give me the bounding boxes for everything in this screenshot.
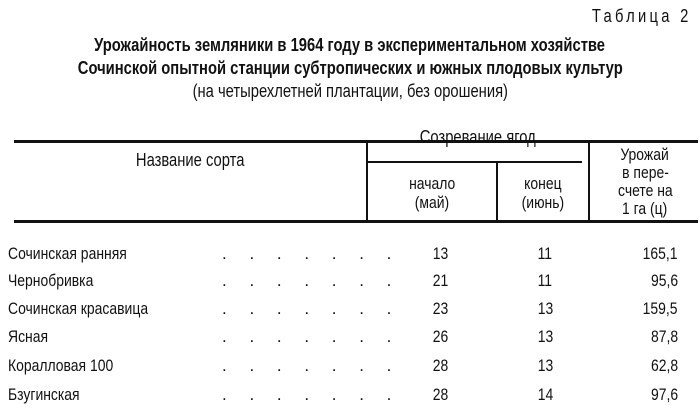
ripening-end: 14 [537, 385, 553, 404]
yield-value: 95,6 [650, 271, 678, 290]
dot-leader: . . . . . . . [222, 299, 401, 318]
header-start-line: начало [408, 174, 456, 193]
header-start [368, 174, 496, 212]
ripening-start: 28 [432, 385, 448, 404]
variety-name: Коралловая 100 [8, 356, 114, 375]
header-yield-line: 1 га (ц) [622, 199, 668, 218]
header-yield-line: счете на [617, 181, 673, 200]
ripening-start: 21 [432, 271, 448, 290]
variety-name: Сочинская красавица [8, 299, 149, 318]
ripening-start: 13 [432, 244, 448, 263]
header-yield [590, 146, 700, 218]
header-yield-line: Урожай [620, 145, 670, 164]
table-row [0, 356, 700, 382]
header-end-line: конец [524, 174, 562, 193]
ripening-subdivider [367, 161, 582, 163]
table-title-line-2: Сочинской опытной станции субтропических и южных плодовых культур [77, 58, 623, 78]
header-ripening: Созревание ягод [419, 127, 537, 147]
table-row [0, 327, 700, 353]
yield-value: 62,8 [650, 356, 678, 375]
ripening-end: 13 [537, 327, 553, 346]
dot-leader: . . . . . . . [222, 271, 401, 290]
dot-leader: . . . . . . . [222, 356, 401, 375]
table-title-line-1: Урожайность земляники в 1964 году в экспериментальном хозяйстве [94, 35, 606, 55]
variety-name: Сочинская ранняя [8, 244, 127, 263]
table-subtitle: (на четырехлетней плантации, без орошения) [192, 81, 508, 101]
ripening-start: 23 [432, 299, 448, 318]
table-row [0, 271, 700, 297]
dot-leader: . . . . . . . [222, 244, 401, 263]
header-variety: Название сорта [135, 150, 245, 170]
yield-value: 165,1 [643, 244, 678, 263]
table-row [0, 244, 700, 270]
ripening-start: 26 [432, 327, 448, 346]
header-end [498, 174, 588, 212]
ripening-start: 28 [432, 356, 448, 375]
ripening-end: 11 [537, 244, 553, 263]
dot-leader: . . . . . . . [222, 385, 401, 404]
header-yield-line: в пере- [621, 163, 669, 182]
variety-name: Чернобривка [8, 271, 94, 290]
variety-name: Бзугинская [8, 385, 80, 404]
header-top-rule [14, 140, 698, 143]
ripening-end: 13 [537, 356, 553, 375]
dot-leader: . . . . . . . [222, 327, 401, 346]
yield-value: 87,8 [650, 327, 678, 346]
table-row [0, 385, 700, 411]
header-end-unit: (июнь) [521, 193, 565, 212]
ripening-end: 11 [537, 271, 553, 290]
ripening-end: 13 [537, 299, 553, 318]
table-row [0, 299, 700, 325]
header-bottom-rule [14, 220, 698, 223]
header-start-unit: (май) [414, 193, 450, 212]
table-label: Таблица 2 [592, 6, 692, 26]
variety-name: Ясная [8, 327, 49, 346]
yield-value: 159,5 [643, 299, 678, 318]
yield-value: 97,6 [650, 385, 678, 404]
